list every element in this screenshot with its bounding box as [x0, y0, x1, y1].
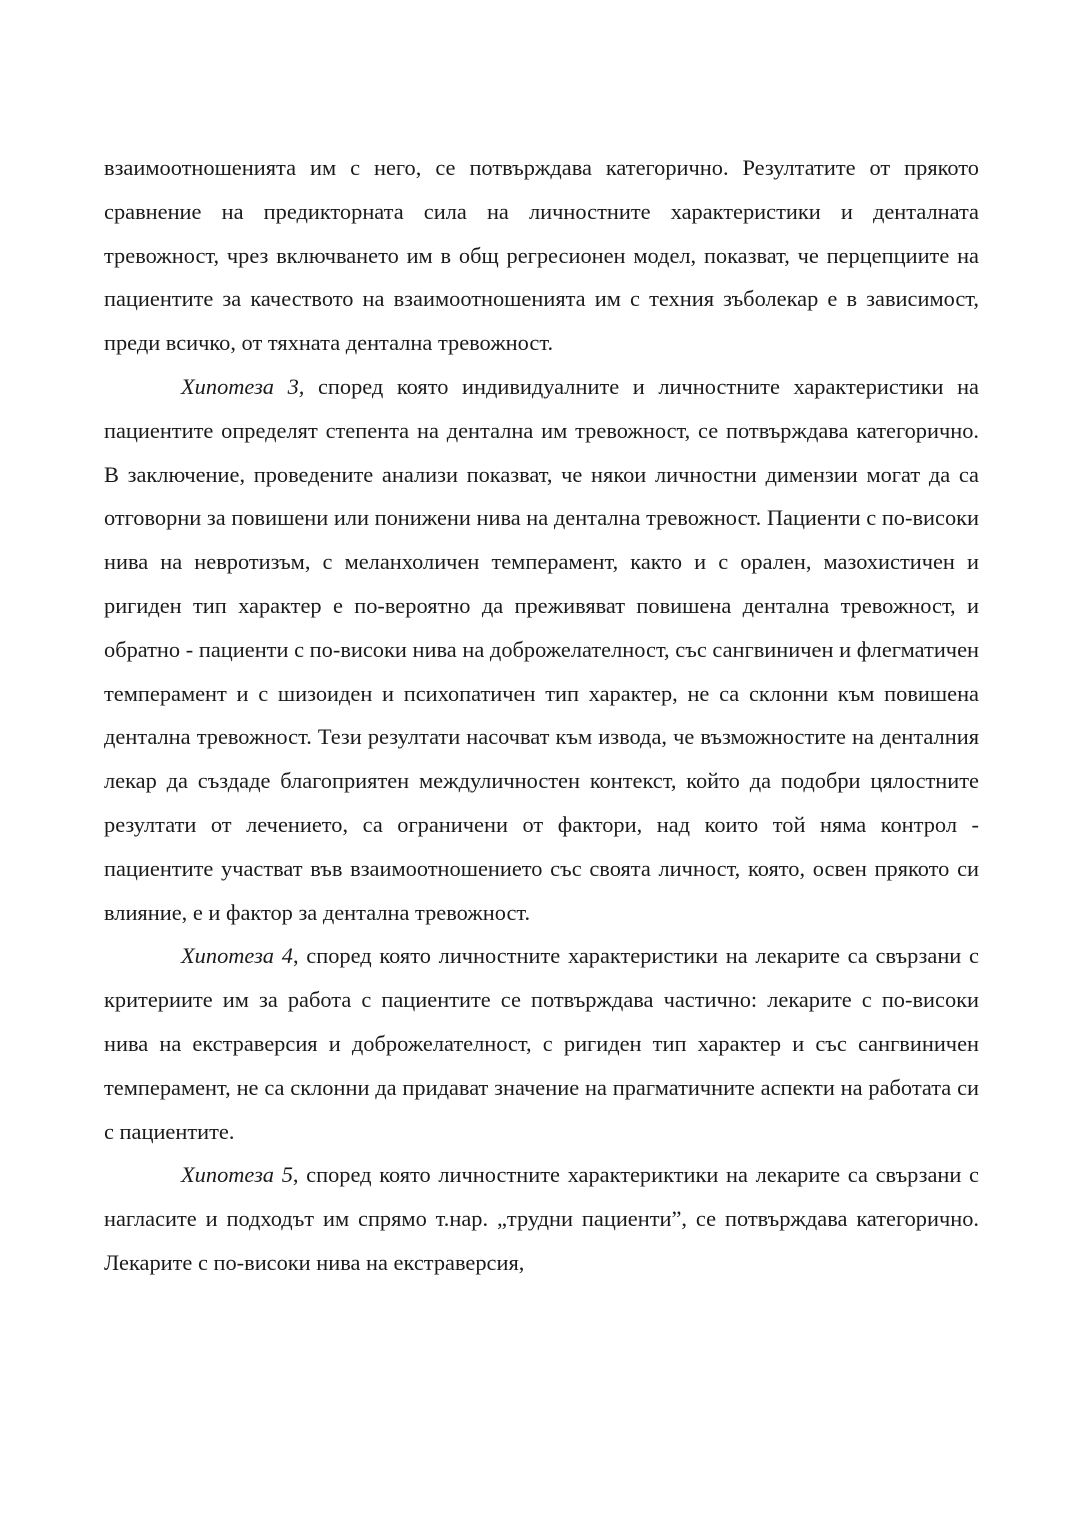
paragraph-conclusion-hypothesis-2 — [104, 146, 979, 365]
paragraph-hypothesis-5 — [104, 1153, 979, 1284]
paragraph-text: взаимоотношенията им с него, се потвърждава категорично. Резултатите от прякото сравнение на предикторната сила на личностните характеристики и денталната тревожност, чрез включването им в общ регресионен модел, показват, че перцепциите на пациентите за качеството на взаимоотношенията им с техния зъболекар е в зависимост, преди всичко, от тяхната дентална тревожност. — [104, 155, 979, 356]
paragraph-text: според която индивидуалните и личностните характеристики на пациентите определят степента на дентална им тревожност, се потвърждава категорично. В заключение, проведените анализи показват, че някои личностни димензии могат да са отговорни за повишени или понижени нива на дентална тревожност. Пациенти с по-високи нива на невротизъм, с меланхоличен темперамент, както и с орален, мазохистичен и ригиден тип характер е по-вероятно да преживяват повишена дентална тревожност, и обратно - пациенти с по-високи нива на доброжелателност, със сангвиничен и флегматичен темперамент и с шизоиден и психопатичен тип характер, не са склонни към повишена дентална тревожност. Тези резултати насочват към извода, че възможностите на денталния лекар да създаде благоприятен междуличностен контекст, който да подобри цялостните резултати от лечението, са ограничени от фактори, над които той няма контрол - пациентите участват във взаимоотношението със своята личност, която, освен прякото си влияние, е и фактор за дентална тревожност. — [104, 373, 979, 925]
document-page — [104, 146, 979, 1285]
hypothesis-label: Хипотеза 4 — [181, 943, 293, 969]
paragraph-hypothesis-4 — [104, 934, 979, 1153]
paragraph-text: , според която личностните характериктики на лекарите са свързани с нагласите и подходът им спрямо т.нар. „трудни пациенти”, се потвърждава категорично. Лекарите с по-високи нива на екстраверсия, — [104, 1162, 979, 1275]
paragraph-hypothesis-3 — [104, 365, 979, 934]
hypothesis-label: Хипотеза 3, — [181, 373, 305, 399]
paragraph-text: , според която личностните характеристики на лекарите са свързани с критериите им за работа с пациентите се потвърждава частично: лекарите с по-високи нива на екстраверсия и доброжелателност, с ригиден тип характер и със сангвиничен темперамент, не са склонни да придават значение на прагматичните аспекти на работата си с пациентите. — [104, 943, 979, 1144]
hypothesis-label: Хипотеза 5 — [181, 1162, 293, 1188]
